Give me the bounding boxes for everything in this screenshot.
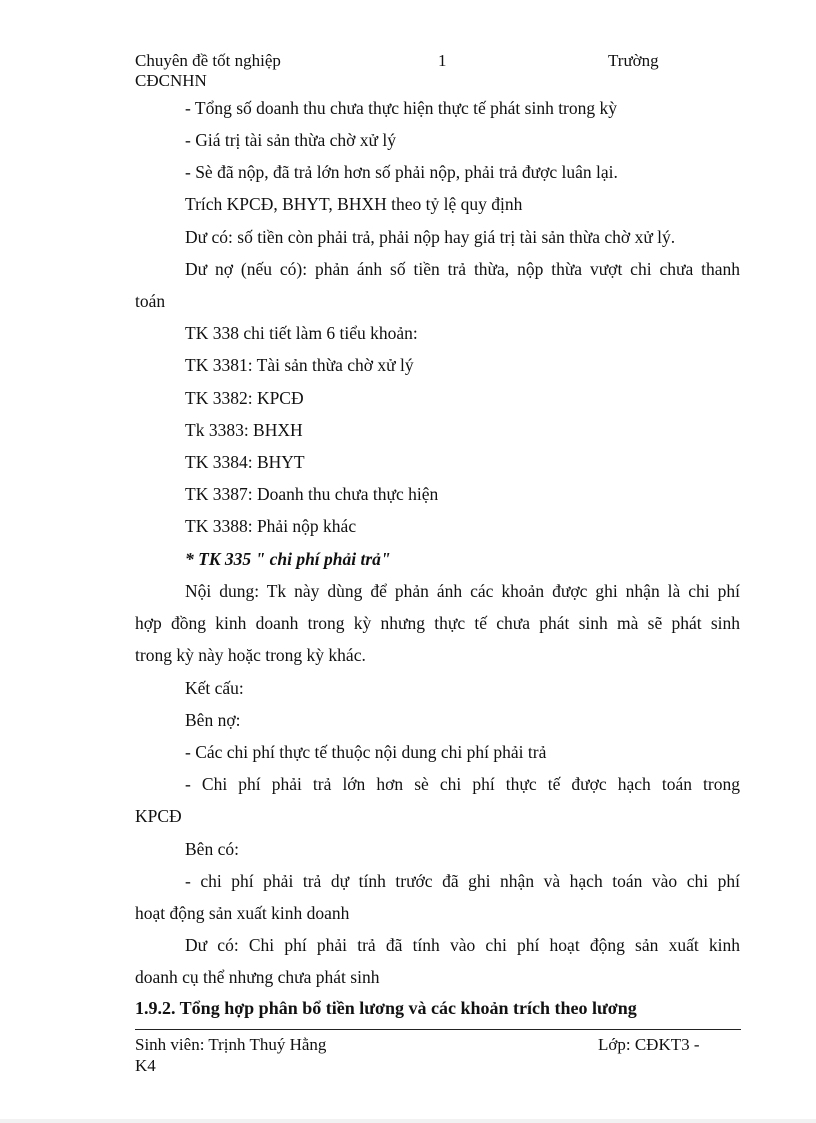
body-line: - Tổng số doanh thu chưa thực hiện thực tế phát sinh trong kỳ <box>185 98 618 118</box>
body-line: Dư có: số tiền còn phải trả, phải nộp hay giá trị tài sản thừa chờ xử lý. <box>185 227 676 247</box>
section-subheading: * TK 335 " chi phí phải trả" <box>185 549 391 569</box>
body-line: TK 3384: BHYT <box>185 452 305 472</box>
body-line: TK 3388: Phải nộp khác <box>185 516 357 536</box>
body-line: Dư có: Chi phí phải trả đã tính vào chi phí hoạt động sản xuất kinh <box>185 935 740 955</box>
body-line: toán <box>135 291 166 311</box>
header-left: Chuyên đề tốt nghiệp <box>135 51 281 70</box>
body-line: TK 3381: Tài sản thừa chờ xử lý <box>185 355 414 375</box>
body-line: Kết cấu: <box>185 678 244 698</box>
body-line: hợp đồng kinh doanh trong kỳ nhưng thực tế chưa phát sinh mà sẽ phát sinh <box>135 613 740 633</box>
body-line: TK 3382: KPCĐ <box>185 388 304 408</box>
page-number: 1 <box>438 51 447 70</box>
body-line: Tk 3383: BHXH <box>185 420 303 440</box>
section-heading: 1.9.2. Tổng hợp phân bổ tiền lương và các khoản trích theo lương <box>135 998 637 1018</box>
body-line: TK 338 chi tiết làm 6 tiểu khoản: <box>185 323 418 343</box>
page-bottom-edge <box>0 1119 816 1123</box>
footer-student: Sinh viên: Trịnh Thuý Hằng <box>135 1035 327 1054</box>
footer-class-wrap: K4 <box>135 1056 156 1075</box>
body-line: Dư nợ (nếu có): phản ánh số tiền trả thừa, nộp thừa vượt chi chưa thanh <box>185 259 740 279</box>
header-left-wrap: CĐCNHN <box>135 71 207 90</box>
footer-divider <box>135 1029 741 1030</box>
body-line: Bên có: <box>185 839 239 859</box>
body-line: - Chi phí phải trả lớn hơn sè chi phí thực tế được hạch toán trong <box>185 774 740 794</box>
body-line: Bên nợ: <box>185 710 241 730</box>
body-line: - chi phí phải trả dự tính trước đã ghi nhận và hạch toán vào chi phí <box>185 871 740 891</box>
header-right: Trường <box>608 51 659 70</box>
body-line: KPCĐ <box>135 806 182 826</box>
body-line: TK 3387: Doanh thu chưa thực hiện <box>185 484 439 504</box>
body-line: - Giá trị tài sản thừa chờ xử lý <box>185 130 396 150</box>
body-line: - Các chi phí thực tế thuộc nội dung chi phí phải trả <box>185 742 547 762</box>
body-line: trong kỳ này hoặc trong kỳ khác. <box>135 645 366 665</box>
body-line: hoạt động sản xuất kinh doanh <box>135 903 350 923</box>
body-line: - Sè đã nộp, đã trả lớn hơn số phải nộp, phải trả được luân lại. <box>185 162 618 182</box>
footer-class: Lớp: CĐKT3 - <box>598 1035 700 1054</box>
body-line: doanh cụ thể nhưng chưa phát sinh <box>135 967 380 987</box>
body-line: Nội dung: Tk này dùng để phản ánh các khoản được ghi nhận là chi phí <box>185 581 740 601</box>
body-line: Trích KPCĐ, BHYT, BHXH theo tỷ lệ quy định <box>185 194 523 214</box>
